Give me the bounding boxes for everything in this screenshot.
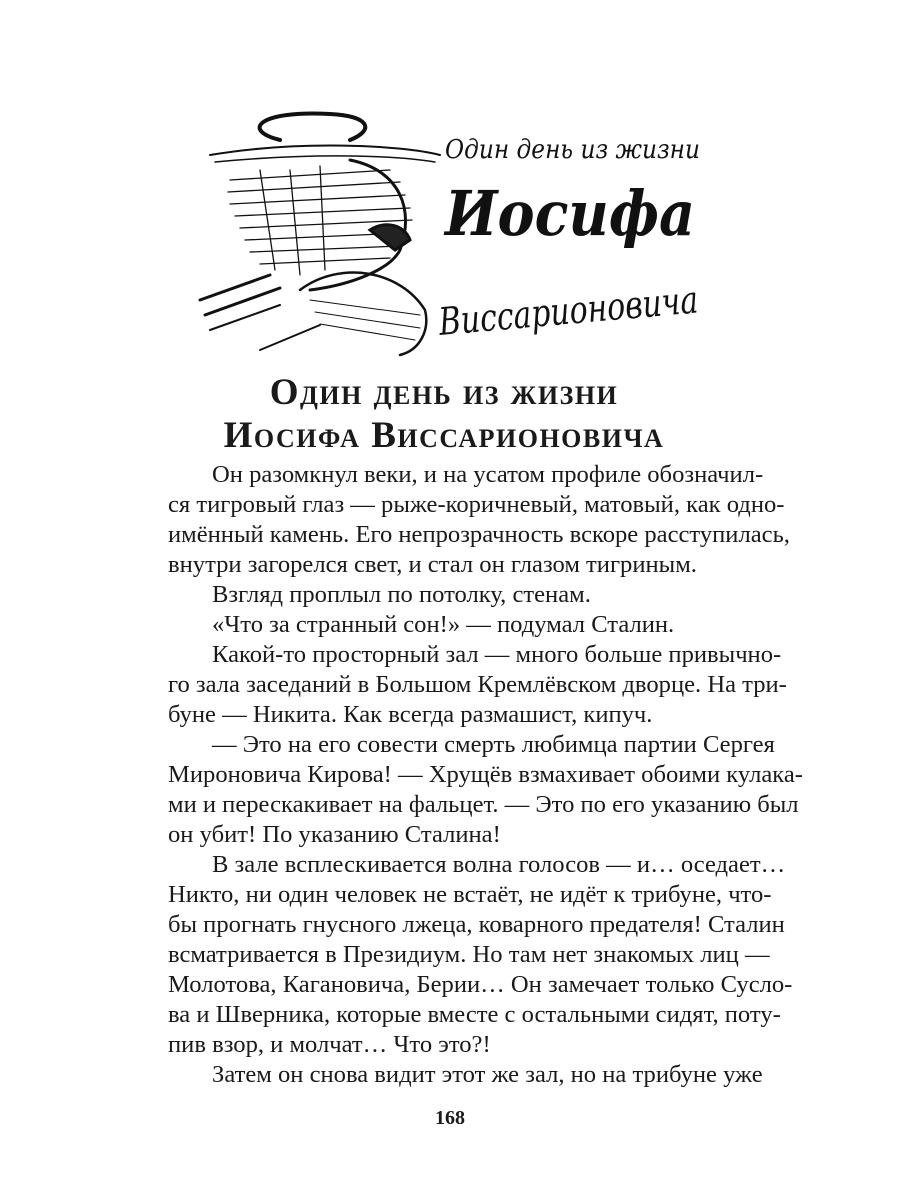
text-line: Взгляд проплыл по потолку, стенам.	[212, 581, 591, 608]
text-line: Он разомкнул веки, и на усатом профиле обозначил-	[212, 461, 764, 488]
illustration-lettering-2: Иосифа	[443, 177, 695, 250]
text-line: В зале всплескивается волна голосов — и… оседает…	[212, 851, 786, 878]
chapter-header-illustration	[200, 100, 770, 360]
text-line: ся тигровый глаз — рыже-коричневый, матовый, как одно-	[168, 491, 785, 518]
text-line: буне — Никита. Как всегда размашист, кипуч.	[168, 701, 653, 728]
text-line: го зала заседаний в Большом Кремлёвском дворце. На три-	[168, 671, 787, 698]
text-line: Молотова, Кагановича, Берии… Он замечает только Сусло-	[168, 971, 793, 998]
text-line: Какой-то просторный зал — много больше привычно-	[212, 641, 782, 668]
text-line: «Что за странный сон!» — подумал Сталин.	[212, 611, 675, 638]
text-line: ва и Шверника, которые вместе с остальными сидят, поту-	[168, 1001, 781, 1028]
illustration-lettering-3: Виссарионовича	[436, 271, 770, 344]
chapter-title-line-1: Один день из жизни	[269, 372, 619, 413]
illustration-lettering-1: Один день из жизни	[445, 135, 700, 165]
text-line: Затем он снова видит этот же зал, но на трибуне уже	[212, 1061, 763, 1088]
text-line: — Это на его совести смерть любимца партии Сергея	[212, 731, 775, 758]
body-text	[168, 460, 803, 1090]
text-line: имённый камень. Его непрозрачность вскоре расступилась,	[168, 521, 790, 548]
chapter-title-line-2: Иосифа Виссарионовича	[223, 415, 665, 456]
text-line: бы прогнать гнусного лжеца, коварного предателя! Сталин	[168, 911, 785, 938]
text-line: пив взор, и молчат… Что это?!	[168, 1031, 491, 1058]
text-line: он убит! По указанию Сталина!	[168, 821, 501, 848]
text-line: Мироновича Кирова! — Хрущёв взмахивает обоими кулака-	[168, 761, 803, 788]
text-line: внутри загорелся свет, и стал он глазом тигриным.	[168, 551, 697, 578]
text-line: всматривается в Президиум. Но там нет знакомых лиц —	[168, 941, 770, 968]
page-number: 168	[435, 1107, 465, 1129]
text-line: Никто, ни один человек не встаёт, не идёт к трибуне, что-	[168, 881, 772, 908]
text-line: ми и перескакивает на фальцет. — Это по его указанию был	[168, 791, 799, 818]
